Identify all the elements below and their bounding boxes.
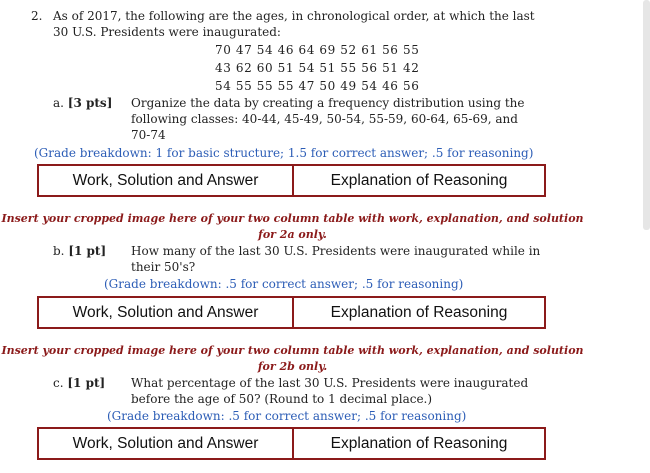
question-intro-line2: 30 U.S. Presidents were inaugurated: (53, 25, 281, 39)
part-b-answer-table (37, 296, 546, 329)
part-c-col-work: Work, Solution and Answer (39, 429, 294, 458)
ages-row-2: 43 62 60 51 54 51 55 56 51 42 (215, 61, 420, 75)
part-b-text-2: their 50's? (131, 260, 196, 274)
question-intro-line1: As of 2017, the following are the ages, in chronological order, at which the last (53, 9, 535, 23)
part-a-label (53, 96, 112, 111)
part-c-col-explanation: Explanation of Reasoning (330, 434, 508, 452)
part-b-col-explanation: Explanation of Reasoning (330, 303, 508, 321)
part-c-answer-table (37, 427, 546, 460)
part-c-grade-breakdown: (Grade breakdown: .5 for correct answer; .5 for reasoning) (107, 409, 467, 423)
part-a-points: [3 pts] (67, 96, 113, 110)
part-b-letter: b. (53, 244, 65, 258)
part-a-letter: a. (53, 96, 64, 110)
part-b-text-1: How many of the last 30 U.S. Presidents were inaugurated while in (131, 244, 541, 258)
part-a-col-explanation: Explanation of Reasoning (330, 171, 508, 189)
part-c-letter: c. (53, 376, 64, 390)
part-a-text-3: 70-74 (131, 128, 166, 142)
part-a-text-1: Organize the data by creating a frequency distribution using the (131, 96, 525, 110)
part-b-instruction-2: for 2b only. (257, 360, 328, 373)
scrollbar[interactable] (643, 0, 650, 230)
part-a-answer-table (37, 164, 546, 197)
part-a-instruction-2: for 2a only. (258, 228, 327, 241)
part-a-instruction-1: Insert your cropped image here of your two column table with work, explanation, and solution (1, 212, 584, 225)
part-b-points: [1 pt] (68, 244, 107, 258)
part-c-label (53, 376, 105, 391)
part-c-text-2: before the age of 50? (Round to 1 decimal place.) (131, 392, 433, 406)
part-c-text-1: What percentage of the last 30 U.S. Presidents were inaugurated (131, 376, 529, 390)
part-b-col-work: Work, Solution and Answer (39, 298, 294, 327)
part-a-col-work: Work, Solution and Answer (39, 166, 294, 195)
part-c-points: [1 pt] (67, 376, 106, 390)
part-b-label (53, 244, 106, 259)
ages-row-1: 70 47 54 46 64 69 52 61 56 55 (215, 43, 420, 57)
part-a-text-2: following classes: 40-44, 45-49, 50-54, 55-59, 60-64, 65-69, and (131, 112, 518, 126)
part-b-grade-breakdown: (Grade breakdown: .5 for correct answer; .5 for reasoning) (104, 277, 464, 291)
part-a-grade-breakdown: (Grade breakdown: 1 for basic structure; 1.5 for correct answer; .5 for reasoning) (34, 146, 534, 160)
question-number: 2. (31, 9, 43, 23)
ages-row-3: 54 55 55 55 47 50 49 54 46 56 (215, 79, 420, 93)
part-b-instruction-1: Insert your cropped image here of your two column table with work, explanation, and solution (1, 344, 584, 357)
